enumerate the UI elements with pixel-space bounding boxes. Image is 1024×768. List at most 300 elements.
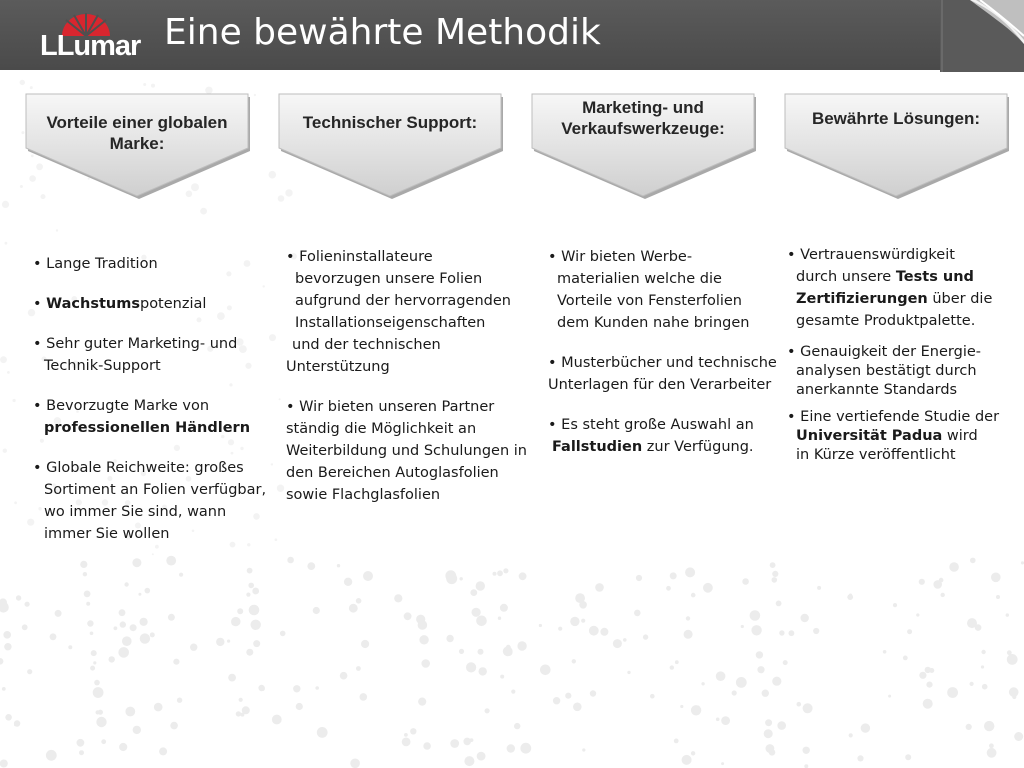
decorative-dot xyxy=(152,553,154,555)
decorative-dot xyxy=(682,755,692,765)
decorative-dot xyxy=(155,545,159,549)
list-line: analysen bestätigt durch xyxy=(796,363,977,379)
decorative-dot xyxy=(933,580,942,589)
list-line: anerkannte Standards xyxy=(796,382,958,398)
decorative-dot xyxy=(670,572,677,579)
decorative-dot xyxy=(636,575,642,581)
decorative-dot xyxy=(402,738,411,747)
column-global-brand-list xyxy=(33,253,278,545)
decorative-dot xyxy=(572,659,576,663)
decorative-dot xyxy=(540,665,551,676)
decorative-dot xyxy=(803,747,810,754)
decorative-dot xyxy=(22,624,28,630)
decorative-dot xyxy=(50,633,57,640)
decorative-dot xyxy=(14,501,17,504)
decorative-dot xyxy=(13,399,16,402)
decorative-dot xyxy=(132,558,141,567)
decorative-dot xyxy=(151,84,155,88)
decorative-dot xyxy=(613,639,622,648)
decorative-dot xyxy=(817,586,821,590)
decorative-dot xyxy=(0,602,9,613)
decorative-dot xyxy=(553,697,560,704)
decorative-dot xyxy=(236,711,241,716)
decorative-dot xyxy=(666,586,671,591)
decorative-dot xyxy=(253,640,260,647)
list-line: Weiterbildung und Schulungen in xyxy=(286,443,527,459)
bold-text: Tests und xyxy=(895,269,974,285)
decorative-dot xyxy=(996,595,1000,599)
decorative-dot xyxy=(419,635,428,644)
list-line: immer Sie wollen xyxy=(44,526,170,542)
decorative-dot xyxy=(200,208,207,215)
bold-text: Fallstudien xyxy=(552,439,643,455)
list-line: Unterstützung xyxy=(286,359,390,375)
decorative-dot xyxy=(133,726,141,734)
page-curl-decoration xyxy=(940,0,1024,72)
list-line: • Vertrauenswürdigkeit xyxy=(787,247,955,263)
decorative-dot xyxy=(756,651,763,658)
decorative-dot xyxy=(418,698,426,706)
decorative-dot xyxy=(581,619,585,623)
decorative-dot xyxy=(119,743,127,751)
decorative-dot xyxy=(239,698,243,702)
decorative-dot xyxy=(446,635,453,642)
decorative-dot xyxy=(703,583,713,593)
decorative-dot xyxy=(777,721,786,730)
decorative-dot xyxy=(916,613,919,616)
decorative-dot xyxy=(254,94,256,96)
decorative-dot xyxy=(675,660,679,664)
decorative-dot xyxy=(519,572,527,580)
decorative-dot xyxy=(888,695,891,698)
decorative-dot xyxy=(159,747,167,755)
list-line: wo immer Sie sind, wann xyxy=(44,504,227,520)
decorative-dot xyxy=(261,687,265,691)
decorative-dot xyxy=(170,722,178,730)
decorative-dot xyxy=(166,556,176,566)
decorative-dot xyxy=(736,677,747,688)
decorative-dot xyxy=(477,752,486,761)
decorative-dot xyxy=(505,649,512,656)
logo-wordmark: LLumar xyxy=(40,30,141,62)
decorative-dot xyxy=(247,568,253,574)
decorative-dot xyxy=(25,602,30,607)
decorative-dot xyxy=(716,718,720,722)
decorative-dot xyxy=(766,744,775,753)
decorative-dot xyxy=(803,703,813,713)
llumar-logo xyxy=(40,12,141,64)
decorative-dot xyxy=(757,666,764,673)
decorative-dot xyxy=(684,630,693,639)
decorative-dot xyxy=(966,724,972,730)
decorative-dot xyxy=(779,630,784,635)
decorative-dot xyxy=(923,699,933,709)
decorative-dot xyxy=(520,743,531,754)
list-line: • Folieninstallateure xyxy=(286,249,433,265)
decorative-dot xyxy=(394,594,402,602)
decorative-dot xyxy=(623,638,627,642)
decorative-dot xyxy=(476,581,485,590)
list-item xyxy=(33,457,278,545)
heading-chevron-technical-support xyxy=(277,92,503,200)
decorative-dot xyxy=(56,229,58,231)
list-line: Installationseigenschaften xyxy=(295,315,486,331)
decorative-dot xyxy=(93,661,96,664)
list-line: in Kürze veröffentlicht xyxy=(796,447,956,463)
decorative-dot xyxy=(173,659,179,665)
decorative-dot xyxy=(804,764,808,768)
decorative-dot xyxy=(418,620,428,630)
list-item-text: zur Verfügung. xyxy=(642,439,754,455)
decorative-dot xyxy=(90,632,94,636)
decorative-dot xyxy=(751,625,761,635)
decorative-dot xyxy=(404,612,412,620)
decorative-dot xyxy=(463,738,471,746)
decorative-dot xyxy=(272,715,282,725)
decorative-dot xyxy=(68,645,72,649)
decorative-dot xyxy=(493,572,497,576)
heading-line: Bewährte Lösungen: xyxy=(811,109,981,128)
decorative-dot xyxy=(967,618,977,628)
decorative-dot xyxy=(86,602,90,606)
decorative-dot xyxy=(498,617,501,620)
decorative-dot xyxy=(5,242,8,245)
decorative-dot xyxy=(857,755,863,761)
list-line: • Es steht große Auswahl an xyxy=(548,417,754,433)
decorative-dot xyxy=(356,666,361,671)
list-line: und der technischen xyxy=(292,337,441,353)
decorative-dot xyxy=(168,614,175,621)
decorative-dot xyxy=(849,733,853,737)
decorative-dot xyxy=(907,629,912,634)
decorative-dot xyxy=(94,680,100,686)
decorative-dot xyxy=(140,618,148,626)
decorative-dot xyxy=(987,748,997,758)
decorative-dot xyxy=(459,649,464,654)
decorative-dot xyxy=(685,567,695,577)
list-line: materialien welche die xyxy=(557,271,722,287)
decorative-dot xyxy=(445,570,456,581)
decorative-dot xyxy=(340,672,348,680)
decorative-dot xyxy=(315,686,319,690)
decorative-dot xyxy=(150,632,155,637)
list-item-text: durch unsere xyxy=(796,269,896,285)
list-item-text: potenzial xyxy=(139,296,207,312)
heading-line: Vorteile einer globalen xyxy=(46,113,228,132)
decorative-dot xyxy=(1012,695,1016,699)
decorative-dot xyxy=(423,742,431,750)
decorative-dot xyxy=(216,638,224,646)
decorative-dot xyxy=(287,557,294,564)
column-proven-solutions-list xyxy=(787,244,1019,465)
decorative-dot xyxy=(2,201,9,208)
list-item: • Lange Tradition xyxy=(33,256,158,272)
decorative-dot xyxy=(130,624,137,631)
decorative-dot xyxy=(114,626,118,630)
decorative-dot xyxy=(539,624,542,627)
bold-text: Universität Padua xyxy=(796,428,943,444)
decorative-dot xyxy=(337,564,340,567)
list-line: • Globale Reichweite: großes xyxy=(33,460,244,476)
decorative-dot xyxy=(589,626,599,636)
decorative-dot xyxy=(716,671,726,681)
decorative-dot xyxy=(80,561,87,568)
heading-line: Marke: xyxy=(109,134,165,153)
heading-line: Verkaufswerkzeuge: xyxy=(561,119,725,138)
list-item xyxy=(787,244,1019,332)
decorative-dot xyxy=(627,671,630,674)
decorative-dot xyxy=(421,659,430,668)
decorative-dot xyxy=(317,727,328,738)
decorative-dot xyxy=(248,583,254,589)
list-item-text: über die xyxy=(927,291,993,307)
decorative-dot xyxy=(600,628,608,636)
decorative-dot xyxy=(96,717,106,727)
decorative-dot xyxy=(575,593,585,603)
decorative-dot xyxy=(801,614,809,622)
heading-chevron-marketing-tools xyxy=(530,92,756,200)
decorative-dot xyxy=(991,573,1001,583)
decorative-dot xyxy=(701,682,704,685)
list-line: Technik-Support xyxy=(44,358,161,374)
list-item xyxy=(787,408,1019,465)
heading-line: Technischer Support: xyxy=(302,113,478,132)
decorative-dot xyxy=(0,356,7,363)
list-line: ständig die Möglichkeit an xyxy=(286,421,477,437)
decorative-dot xyxy=(293,685,300,692)
decorative-dot xyxy=(119,609,126,616)
decorative-dot xyxy=(772,571,778,577)
decorative-dot xyxy=(269,171,277,179)
decorative-dot xyxy=(118,647,129,658)
decorative-dot xyxy=(464,756,474,766)
decorative-dot xyxy=(949,562,959,572)
decorative-dot xyxy=(83,572,87,576)
decorative-dot xyxy=(363,571,373,581)
decorative-dot xyxy=(249,605,260,616)
decorative-dot xyxy=(5,714,12,721)
decorative-dot xyxy=(770,562,776,568)
decorative-dot xyxy=(691,705,701,715)
decorative-dot xyxy=(732,690,737,695)
decorative-dot xyxy=(313,607,320,614)
decorative-dot xyxy=(680,705,683,708)
decorative-dot xyxy=(929,668,934,673)
bold-text: professionellen Händlern xyxy=(44,420,251,436)
page-title: Eine bewährte Methodik xyxy=(164,12,601,53)
decorative-dot xyxy=(511,690,515,694)
list-line: • Sehr guter Marketing- und xyxy=(33,336,238,352)
decorative-dot xyxy=(813,628,819,634)
decorative-dot xyxy=(764,729,773,738)
decorative-dot xyxy=(231,620,237,626)
decorative-dot xyxy=(772,677,781,686)
decorative-dot xyxy=(125,707,135,717)
decorative-dot xyxy=(109,656,115,662)
bold-text: Wachstums xyxy=(46,296,140,312)
decorative-dot xyxy=(772,577,778,583)
decorative-dot xyxy=(77,739,85,747)
decorative-dot xyxy=(981,650,985,654)
decorative-dot xyxy=(122,636,132,646)
decorative-dot xyxy=(970,558,976,564)
decorative-dot xyxy=(590,690,596,696)
list-item xyxy=(548,414,788,458)
list-line: den Bereichen Autoglasfolien xyxy=(286,465,499,481)
decorative-dot xyxy=(3,631,11,639)
column-marketing-tools-list xyxy=(548,246,788,458)
decorative-dot xyxy=(905,754,911,760)
decorative-dot xyxy=(251,620,261,630)
list-line: • Genauigkeit der Energie- xyxy=(787,344,982,360)
decorative-dot xyxy=(797,702,802,707)
decorative-dot xyxy=(344,578,352,586)
decorative-dot xyxy=(27,669,32,674)
decorative-dot xyxy=(20,80,25,85)
list-item-text: wird xyxy=(942,428,978,444)
decorative-dot xyxy=(941,593,945,597)
decorative-dot xyxy=(90,666,95,671)
decorative-dot xyxy=(87,620,93,626)
decorative-dot xyxy=(98,710,103,715)
heading-chevron-global-brand xyxy=(24,92,250,200)
decorative-dot xyxy=(227,640,230,643)
list-line: • Bevorzugte Marke von xyxy=(33,398,210,414)
list-item xyxy=(548,352,788,396)
decorative-dot xyxy=(926,682,932,688)
decorative-dot xyxy=(503,568,508,573)
decorative-dot xyxy=(279,398,281,400)
decorative-dot xyxy=(143,83,146,86)
decorative-dot xyxy=(847,594,853,600)
list-item xyxy=(286,246,536,378)
decorative-dot xyxy=(460,577,463,580)
list-line: dem Kunden nahe bringen xyxy=(557,315,750,331)
decorative-dot xyxy=(360,693,368,701)
list-item xyxy=(286,396,536,506)
decorative-dot xyxy=(30,86,33,89)
decorative-dot xyxy=(55,610,62,617)
list-line: aufgrund der hervorragenden xyxy=(295,293,511,309)
decorative-dot xyxy=(79,750,84,755)
list-item xyxy=(787,343,1019,400)
decorative-dot xyxy=(470,738,474,742)
list-line: bevorzugen unsere Folien xyxy=(295,271,483,287)
decorative-dot xyxy=(16,595,21,600)
decorative-dot xyxy=(500,675,504,679)
decorative-dot xyxy=(404,733,408,737)
list-item: • Wachstumspotenzial xyxy=(33,296,207,312)
decorative-dot xyxy=(246,649,253,656)
decorative-dot xyxy=(237,608,243,614)
decorative-dot xyxy=(989,743,994,748)
decorative-dot xyxy=(514,723,520,729)
decorative-dot xyxy=(145,588,151,594)
decorative-dot xyxy=(479,667,487,675)
decorative-dot xyxy=(919,579,925,585)
list-line: Vorteile von Fensterfolien xyxy=(557,293,742,309)
decorative-dot xyxy=(307,562,315,570)
decorative-dot xyxy=(565,693,571,699)
decorative-dot xyxy=(517,641,526,650)
decorative-dot xyxy=(883,650,887,654)
list-line: Unterlagen für den Verarbeiter xyxy=(548,377,772,393)
decorative-dot xyxy=(691,593,696,598)
decorative-dot xyxy=(349,604,358,613)
decorative-dot xyxy=(861,723,870,732)
decorative-dot xyxy=(485,708,490,713)
decorative-dot xyxy=(721,762,724,765)
decorative-dot xyxy=(507,744,515,752)
decorative-dot xyxy=(140,633,150,643)
decorative-dot xyxy=(361,640,369,648)
decorative-dot xyxy=(470,589,477,596)
decorative-dot xyxy=(356,598,362,604)
decorative-dot xyxy=(984,721,994,731)
decorative-dot xyxy=(903,656,908,661)
decorative-dot xyxy=(14,723,17,726)
decorative-dot xyxy=(84,591,91,598)
decorative-dot xyxy=(765,719,772,726)
decorative-dot xyxy=(124,582,128,586)
decorative-dot xyxy=(686,616,690,620)
decorative-dot xyxy=(93,687,104,698)
heading-chevron-proven-solutions xyxy=(783,92,1009,200)
heading-line: Marketing- und xyxy=(582,98,704,117)
decorative-dot xyxy=(1006,613,1009,616)
list-item xyxy=(33,333,278,377)
decorative-dot xyxy=(20,185,23,188)
decorative-dot xyxy=(138,593,141,596)
decorative-dot xyxy=(674,739,679,744)
decorative-dot xyxy=(154,703,163,712)
decorative-dot xyxy=(570,617,579,626)
decorative-dot xyxy=(741,625,744,628)
decorative-dot xyxy=(177,698,182,703)
list-line: • Musterbücher und technische xyxy=(548,355,777,371)
decorative-dot xyxy=(4,643,11,650)
decorative-dot xyxy=(228,674,236,682)
decorative-dot xyxy=(296,703,303,710)
decorative-dot xyxy=(742,578,749,585)
decorative-dot xyxy=(478,649,484,655)
decorative-dot xyxy=(246,593,250,597)
decorative-dot xyxy=(947,687,958,698)
list-line: gesamte Produktpalette. xyxy=(796,313,976,329)
decorative-dot xyxy=(643,634,648,639)
list-line: • Eine vertiefende Studie der xyxy=(787,409,1000,425)
decorative-dot xyxy=(0,658,3,665)
decorative-dot xyxy=(670,665,674,669)
decorative-dot xyxy=(466,662,476,672)
decorative-dot xyxy=(893,603,897,607)
decorative-dot xyxy=(634,610,641,617)
decorative-dot xyxy=(46,750,57,761)
decorative-dot xyxy=(970,682,974,686)
decorative-dot xyxy=(1007,654,1018,665)
decorative-dot xyxy=(91,650,97,656)
decorative-dot xyxy=(789,630,795,636)
decorative-dot xyxy=(7,371,10,374)
decorative-dot xyxy=(762,690,769,697)
decorative-dot xyxy=(3,449,7,453)
decorative-dot xyxy=(750,610,761,621)
list-line: Sortiment an Folien verfügbar, xyxy=(44,482,267,498)
bold-text: Zertifizierungen xyxy=(796,291,928,307)
list-line: • Wir bieten unseren Partner xyxy=(286,399,495,415)
decorative-dot xyxy=(101,739,106,744)
decorative-dot xyxy=(919,672,926,679)
